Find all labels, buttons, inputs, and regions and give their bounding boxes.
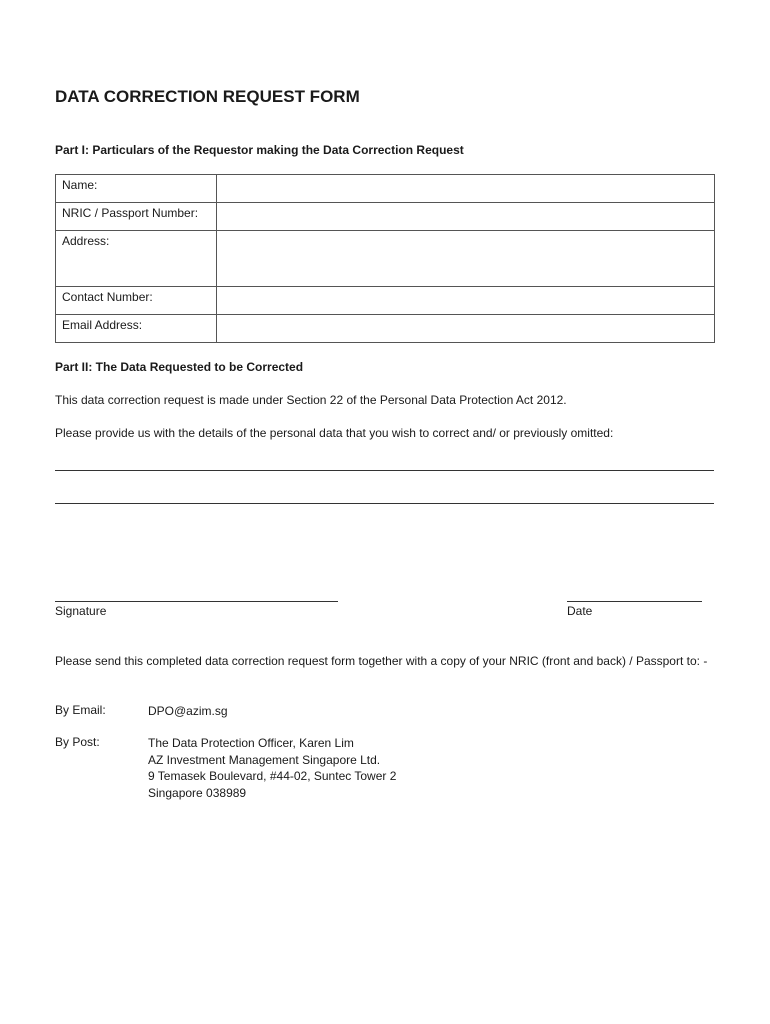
email-address-label: Email Address: (56, 315, 217, 343)
postal-address-line: AZ Investment Management Singapore Ltd. (148, 752, 381, 767)
table-row (56, 287, 715, 315)
date-label: Date (567, 604, 593, 618)
email-value: DPO@azim.sg (148, 704, 228, 718)
table-row (56, 175, 715, 203)
postal-address (148, 735, 396, 801)
address-label: Address: (56, 231, 217, 287)
contact-number-field[interactable] (217, 287, 715, 315)
nric-label: NRIC / Passport Number: (56, 203, 217, 231)
by-post-label: By Post: (55, 735, 100, 749)
particulars-table (55, 174, 715, 343)
postal-address-line: Singapore 038989 (148, 785, 247, 800)
section-statement: This data correction request is made under Section 22 of the Personal Data Protection Act 2012. (55, 393, 567, 407)
by-email-label: By Email: (55, 703, 106, 717)
details-line-2[interactable] (55, 503, 714, 504)
part1-heading: Part I: Particulars of the Requestor making the Data Correction Request (55, 143, 464, 157)
signature-line[interactable] (55, 601, 338, 602)
details-instruction: Please provide us with the details of the personal data that you wish to correct and/ or previously omitted: (55, 426, 614, 440)
form-title: DATA CORRECTION REQUEST FORM (55, 87, 360, 106)
details-line-1[interactable] (55, 470, 714, 471)
table-row (56, 231, 715, 287)
postal-address-line: The Data Protection Officer, Karen Lim (148, 736, 354, 750)
address-field[interactable] (217, 231, 715, 287)
date-line[interactable] (567, 601, 702, 602)
signature-label: Signature (55, 604, 107, 618)
name-label: Name: (56, 175, 217, 203)
postal-address-line: 9 Temasek Boulevard, #44-02, Suntec Tower 2 (148, 769, 397, 783)
email-address-field[interactable] (217, 315, 715, 343)
table-row (56, 203, 715, 231)
name-field[interactable] (217, 175, 715, 203)
nric-field[interactable] (217, 203, 715, 231)
submission-instruction: Please send this completed data correction request form together with a copy of your NRIC (front and back) / Passport to: - (55, 654, 708, 668)
part2-heading: Part II: The Data Requested to be Corrected (55, 360, 304, 374)
table-row (56, 315, 715, 343)
contact-number-label: Contact Number: (56, 287, 217, 315)
